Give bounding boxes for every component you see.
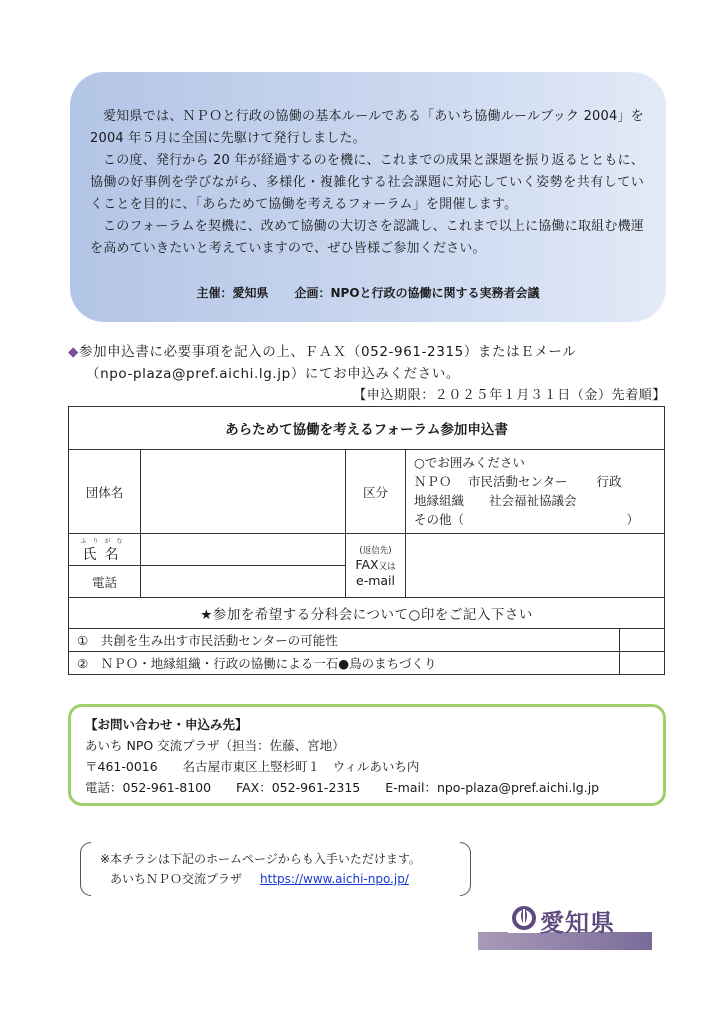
contact-title: 【お問い合わせ・申込み先】 — [85, 717, 248, 732]
org-name-label: 団体名 — [69, 450, 141, 534]
fax-email-field[interactable] — [406, 534, 665, 598]
session-item-2: ② ＮＰＯ・地縁組織・行政の協働による一石●鳥のまちづくり — [69, 652, 620, 675]
name-label-cell — [69, 534, 141, 566]
application-form — [68, 406, 665, 675]
phone-label: 電話 — [69, 566, 141, 598]
logo-text: 愛知県 — [540, 908, 615, 937]
contact-address: 〒461-0016 名古屋市東区上竪杉町１ ウィルあいち内 — [85, 759, 420, 774]
contact-phone-fax-email[interactable]: 電話：052-961-8100 FAX：052-961-2315 E-mail：npo-plaza@pref.aichi.lg.jp — [85, 780, 600, 795]
session-1-mark-field[interactable] — [620, 629, 665, 652]
category-label: 区分 — [346, 450, 406, 534]
fax-label: FAX — [355, 556, 379, 572]
session-section-title: ★参加を希望する分科会について○印をご記入下さい — [69, 598, 665, 629]
phone-field[interactable] — [141, 566, 346, 598]
instruction-line-2: （npo-plaza@pref.aichi.lg.jp）にてお申込みください。 — [86, 366, 461, 382]
session-2-mark-field[interactable] — [620, 652, 665, 675]
aichi-prefecture-emblem-icon — [508, 901, 540, 933]
contact-org: あいち NPO 交流プラザ（担当：佐藤、宮地） — [85, 738, 345, 753]
intro-box — [70, 72, 666, 322]
bracket-left — [80, 842, 91, 896]
diamond-bullet-icon: ◆ — [68, 344, 79, 360]
category-option-other[interactable]: その他（ ） — [414, 512, 640, 527]
flyer-note — [90, 846, 449, 895]
category-option-row-1[interactable]: ＮＰＯ 市民活動センター 行政 — [414, 474, 622, 489]
flyer-note-text: ※本チラシは下記のホームページからも入手いただけます。 — [100, 852, 421, 866]
website-link[interactable]: https://www.aichi-npo.jp/ — [260, 872, 409, 886]
intro-paragraph-2: この度、発行から 20 年が経過するのを機に、これまでの成果と課題を振り返るとともに、協働の好事例を学びながら、多様化・複雑化する社会課題に対応していく姿勢を共有していくことを目的に、「あらためて協働を考えるフォーラム」を開催します。 — [90, 153, 644, 212]
email-label: e-mail — [356, 572, 395, 588]
host-label: 主催：愛知県 — [196, 286, 269, 300]
fax-email-label-cell — [346, 534, 406, 598]
aichi-logo — [478, 899, 652, 951]
category-field[interactable] — [406, 450, 665, 534]
fax-or-label: 又は — [378, 561, 396, 572]
name-furigana: ふりがな — [80, 537, 129, 545]
deadline: 【申込期限：２０２５年１月３１日（金）先着順】 — [353, 388, 666, 403]
category-option-row-2[interactable]: 地縁組織 社会福祉協議会 — [414, 493, 577, 508]
organizer-line — [70, 284, 666, 301]
org-name-field[interactable] — [141, 450, 346, 534]
intro-paragraph-3: このフォーラムを契機に、改めて協働の大切さを認識し、これまで以上に協働に取組む機運を高めていきたいと考えていますので、ぜひ皆様ご参加ください。 — [90, 219, 644, 256]
session-item-1: ① 共創を生み出す市民活動センターの可能性 — [69, 629, 620, 652]
contact-box — [68, 704, 666, 806]
site-name: あいちＮＰＯ交流プラザ — [110, 872, 243, 886]
reply-destination-note: (返信先) — [359, 545, 392, 556]
application-instruction — [68, 341, 668, 385]
planning-label: 企画：NPOと行政の協働に関する実務者会議 — [294, 286, 540, 300]
name-field[interactable] — [141, 534, 346, 566]
bracket-right — [460, 842, 471, 896]
form-title: あらためて協働を考えるフォーラム参加申込書 — [69, 407, 665, 450]
name-label: 氏名 — [82, 546, 127, 563]
category-instruction: ○でお囲みください — [414, 455, 525, 470]
intro-paragraph-1: 愛知県では、ＮＰＯと行政の協働の基本ルールである「あいち協働ルールブック 2004」を 2004 年５月に全国に先駆けて発行しました。 — [90, 109, 644, 146]
instruction-line-1: 参加申込書に必要事項を記入の上、ＦＡＸ（052-961-2315）またはＥメール — [78, 344, 577, 360]
